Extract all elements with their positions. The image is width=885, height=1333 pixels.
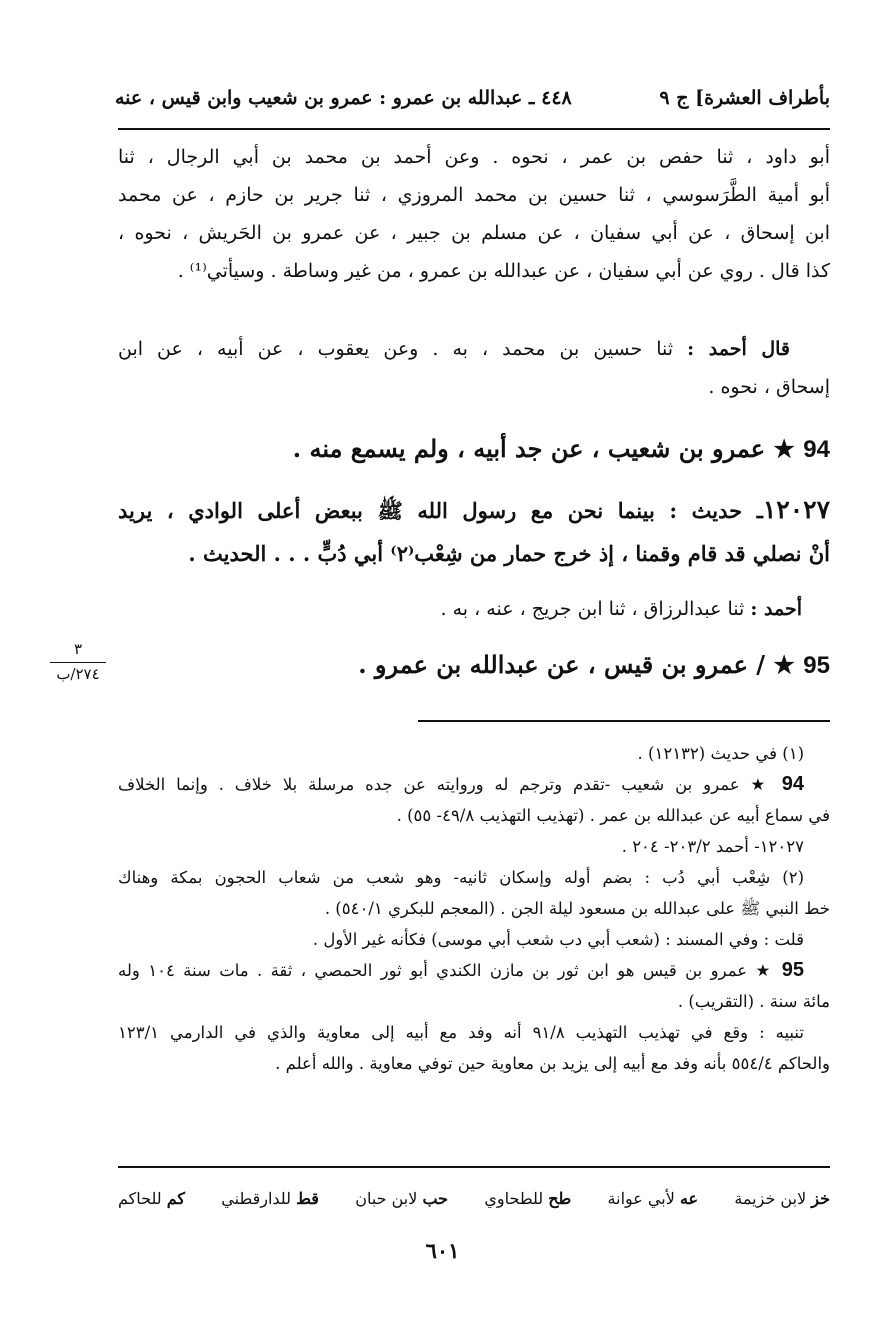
abbr-code: قط [296,1188,319,1208]
footnote-reference: ١٢٠٢٧- أحمد ٢٠٣/٢- ٢٠٤ . [621,837,804,856]
abbr-item [484,1189,571,1208]
abbr-code: حب [422,1188,449,1208]
paragraph-2 [118,330,830,406]
header-title: ٤٤٨ ـ عبدالله بن عمرو : عمرو بن شعيب وابن قيس ، عنه [115,87,572,109]
abbr-code: كم [166,1188,185,1208]
footnotes [118,738,830,1079]
abbr-item [608,1189,699,1208]
footnote-1: (١) في حديث (١٢١٣٢) . [637,744,804,763]
text-line: أبو داود ، ثنا حفص بن عمر ، نحوه . وعن أحمد بن محمد بن أبي الرجال ، ثنا [118,146,830,168]
footnote-94 [118,769,830,800]
abbr-text: لابن خزيمة [734,1188,807,1208]
entry-number: 95 [803,652,830,679]
margin-rule [50,662,106,663]
entry-number: 95 [781,959,804,981]
abbr-item [221,1189,319,1208]
entry-title: عمرو بن شعيب ، عن جد أبيه ، ولم يسمع منه . [292,434,766,463]
abbr-item [355,1189,448,1208]
star-icon: ★ [773,434,795,463]
abbr-text: للدارقطني [221,1188,291,1208]
source-text: ثنا عبدالرزاق ، ثنا ابن جريج ، عنه ، به . [440,598,745,620]
abbr-item [118,1189,185,1208]
entry-94-heading [118,424,830,474]
footnote-2: (٢) شِعْب أبي دُب : بضم أوله وإسكان ثانيه- وهو شعب من شعاب الحجون بمكة وهناك [118,868,804,887]
hadith-number: ١٢٠٢٧ [762,495,830,524]
paragraph-1 [118,138,830,290]
page-number: ٦٠١ [425,1238,460,1263]
hadith-text: ـ حديث : بينما نحن مع رسول الله ﷺ ببعض أعلى الوادي ، يريد [118,498,763,523]
text-line [118,590,830,628]
source-lead: قال أحمد : [687,338,791,360]
footnote-text: ★ عمرو بن شعيب -تقدم وترجم له وروايته عن جده مرسلة بلا خلاف . وإنما الخلاف [118,775,771,794]
text-line [118,330,830,368]
footnote-text: مائة سنة . (التقريب) . [677,992,830,1011]
text-line: كذا قال . روي عن أبي سفيان ، عن عبدالله بن عمرو ، من غير وساطة . وسيأتي⁽¹⁾ . [177,260,830,282]
text-line: أبو أمية الطَّرَسوسي ، ثنا حسين بن محمد المروزي ، ثنا جرير بن حازم ، عن محمد [118,184,830,206]
margin-folio: ٢٧٤/ب [56,665,100,683]
text-line: ابن إسحاق ، عن أبي سفيان ، عن مسلم بن جبير ، عن عمرو بن الحَريش ، نحوه ، [118,222,830,244]
abbr-code: خز [811,1188,830,1208]
text-line: إسحاق ، نحوه . [708,376,830,398]
abbr-code: عه [679,1188,699,1208]
footnote-text: ★ عمرو بن قيس هو ابن ثور بن مازن الكندي أبو ثور الحمصي ، ثقة . مات سنة ١٠٤ وله [118,961,774,980]
entry-95-heading [118,640,830,690]
abbr-code: طح [548,1188,572,1208]
running-header [115,76,830,120]
footnote-text: والحاكم ٥٥٤/٤ بأنه وفد مع أبيه إلى يزيد بن معاوية حين توفي معاوية . والله أعلم . [275,1054,830,1073]
hadith-line [118,488,830,532]
hadith-12027 [118,488,830,576]
footer-rule [118,1166,830,1168]
abbreviations-key [118,1180,830,1216]
header-rule [118,128,830,130]
source-text: ثنا حسين بن محمد ، به . وعن يعقوب ، عن أبيه ، عن ابن [118,338,674,360]
abbr-item [734,1189,830,1208]
abbr-text: للحاكم [118,1188,162,1208]
footnote-text: في سماع أبيه عن عبدالله بن عمر . (تهذيب التهذيب ٤٩/٨- ٥٥) . [396,806,830,825]
abbr-text: لابن حبان [355,1188,418,1208]
star-icon: ★ [773,650,795,679]
source-lead: أحمد : [750,598,802,620]
footnote-separator [418,720,830,722]
header-volume: بأطراف العشرة] ج ٩ [659,87,830,109]
abbr-text: للطحاوي [484,1188,544,1208]
footnote-text: خط النبي ﷺ على عبدالله بن مسعود ليلة الجن . (المعجم للبكري ٥٤٠/١) . [324,899,830,918]
hadith-source [118,590,830,628]
margin-folio-note [38,640,118,683]
hadith-line: أنْ نصلي قد قام وقمنا ، إذ خرج حمار من شِعْب⁽٢⁾ أبي دُبٍّ . . . الحديث . [188,541,830,566]
entry-number: 94 [781,773,804,795]
footnote-95 [118,955,830,986]
abbr-text: لأبي عوانة [607,1188,675,1208]
footnote-text: قلت : وفي المسند : (شعب أبي دب شعب أبي موسى) فكأنه غير الأول . [312,930,804,949]
footnote-note: تنبيه : وقع في تهذيب التهذيب ٩١/٨ أنه وفد مع أبيه إلى معاوية والذي في الدارمي ١٢٣/١ [118,1023,804,1042]
margin-number: ٣ [73,640,83,658]
entry-title: / عمرو بن قيس ، عن عبدالله بن عمرو . [358,650,766,679]
entry-number: 94 [803,436,830,463]
